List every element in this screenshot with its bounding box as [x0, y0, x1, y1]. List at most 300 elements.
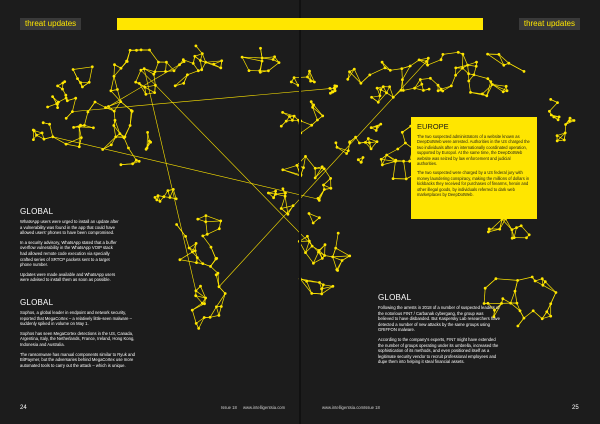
paragraph: The ransomware has manual components similar to Ryuk and BitPaymer, but the adversaries behind MegaCortex use more automated tools to carry out the attack – which is unique.: [20, 351, 135, 368]
network-node: [72, 126, 75, 129]
network-node: [197, 69, 200, 72]
network-node: [321, 115, 324, 118]
network-link: [324, 169, 330, 179]
network-link: [404, 161, 407, 179]
network-node: [573, 119, 576, 122]
network-link: [333, 256, 350, 257]
network-node: [174, 84, 177, 87]
network-node: [362, 156, 365, 159]
network-node: [272, 58, 275, 61]
network-node: [302, 166, 305, 169]
network-node: [184, 235, 187, 238]
network-link: [66, 144, 79, 147]
network-node: [394, 160, 397, 163]
network-node: [195, 45, 198, 48]
network-node: [224, 292, 227, 295]
network-node: [400, 67, 403, 70]
network-link: [306, 156, 316, 168]
network-link: [114, 76, 117, 89]
network-node: [354, 136, 357, 139]
network-link: [551, 293, 556, 304]
network-link: [283, 165, 297, 169]
network-node: [138, 82, 141, 85]
network-node: [148, 49, 151, 52]
network-node: [140, 49, 143, 52]
network-node: [209, 265, 212, 268]
network-node: [381, 164, 384, 167]
network-link: [451, 75, 455, 86]
network-node: [376, 125, 379, 128]
network-node: [368, 141, 371, 144]
network-node: [310, 292, 313, 295]
network-node: [290, 81, 293, 84]
footer-left-site: www.intelligentsia.com: [243, 405, 286, 410]
network-node: [310, 100, 313, 103]
network-node: [346, 78, 349, 81]
network-link: [524, 311, 533, 318]
network-node: [532, 309, 535, 312]
network-node: [513, 236, 516, 239]
network-node: [274, 193, 277, 196]
network-node: [267, 69, 270, 72]
network-node: [72, 68, 75, 71]
network-node: [334, 247, 337, 250]
network-node: [523, 317, 526, 320]
network-node: [428, 88, 431, 91]
network-node: [87, 111, 90, 114]
network-node: [267, 192, 270, 195]
network-node: [568, 120, 571, 123]
network-node: [318, 281, 321, 284]
paragraph: Sophos, a global leader in endpoint and network security, reported that MegaCortex – a relatively little-seen malware – suddenly spiked in volume on May 1.: [20, 310, 132, 327]
network-link: [301, 125, 312, 133]
network-node: [288, 115, 291, 118]
network-node: [321, 165, 324, 168]
network-node: [287, 213, 290, 216]
network-node: [120, 67, 123, 70]
network-link: [115, 120, 120, 133]
network-node: [113, 63, 116, 66]
network-link: [144, 69, 196, 291]
network-link: [88, 102, 95, 112]
network-link: [192, 310, 196, 323]
network-node: [429, 77, 432, 80]
network-node: [194, 294, 197, 297]
network-node: [215, 257, 218, 260]
network-node: [525, 236, 528, 239]
network-node: [146, 147, 149, 150]
network-node: [320, 288, 323, 291]
network-node: [425, 60, 428, 63]
network-node: [502, 90, 505, 93]
paragraph: Sophos has seen MegaCortex detections in the US, Canada, Argentina, Italy, the Netherlands, France, Ireland, Hong Kong, Indonesia and Australia.: [20, 330, 135, 347]
network-node: [541, 317, 544, 320]
network-node: [396, 148, 399, 151]
network-link: [206, 221, 221, 222]
network-node: [219, 67, 222, 70]
network-node: [129, 124, 132, 127]
network-node: [519, 309, 522, 312]
network-node: [143, 67, 146, 70]
network-node: [206, 233, 209, 236]
network-node: [110, 89, 113, 92]
network-node: [204, 220, 207, 223]
network-node: [201, 302, 204, 305]
network-node: [348, 255, 351, 258]
paragraph: WhatsApp users were urged to install an update after a vulnerability was found in the app that could have allowed users' phones to have been compromised.: [20, 219, 119, 236]
network-link: [319, 190, 325, 200]
network-node: [296, 164, 299, 167]
network-node: [528, 233, 531, 236]
network-node: [541, 277, 544, 280]
network-node: [138, 160, 141, 163]
network-link: [533, 311, 542, 319]
network-link: [95, 102, 106, 108]
network-link: [333, 257, 337, 270]
network-link: [103, 137, 116, 150]
network-node: [218, 285, 221, 288]
network-node: [154, 70, 157, 73]
network-node: [312, 222, 315, 225]
network-node: [481, 93, 484, 96]
network-node: [292, 204, 295, 207]
network-node: [550, 114, 553, 117]
network-link: [127, 50, 131, 61]
network-node: [569, 117, 572, 120]
network-node: [402, 160, 405, 163]
network-node: [120, 163, 123, 166]
network-node: [321, 257, 324, 260]
page-gutter: [299, 0, 301, 424]
network-node: [353, 68, 356, 71]
header-right-label: threat updates: [519, 18, 580, 30]
network-node: [114, 119, 117, 122]
network-link: [403, 88, 414, 90]
network-link: [128, 148, 136, 160]
network-node: [454, 74, 457, 77]
network-link: [211, 247, 216, 259]
network-link: [48, 104, 57, 107]
network-link: [471, 92, 487, 95]
network-node: [195, 261, 198, 264]
network-node: [534, 280, 537, 283]
network-node: [183, 60, 186, 63]
network-node: [92, 126, 95, 129]
network-node: [329, 177, 332, 180]
network-node: [200, 68, 203, 71]
network-node: [148, 140, 151, 143]
network-link: [72, 98, 75, 111]
network-node: [78, 145, 81, 148]
network-link: [242, 57, 249, 71]
network-node: [475, 65, 478, 68]
global-whatsapp-section: [20, 207, 120, 287]
network-node: [195, 242, 198, 245]
network-node: [125, 60, 128, 63]
network-link: [390, 69, 402, 71]
network-node: [348, 70, 351, 73]
network-link: [419, 58, 428, 60]
network-node: [323, 188, 326, 191]
network-link: [509, 63, 524, 71]
network-node: [516, 279, 519, 282]
network-node: [376, 87, 379, 90]
network-node: [495, 277, 498, 280]
network-node: [368, 74, 371, 77]
section-heading: GLOBAL: [378, 293, 412, 302]
network-link: [354, 69, 361, 83]
network-node: [441, 90, 444, 93]
network-node: [462, 53, 465, 56]
paragraph: Updates were made available and WhatsApp users were advised to install them as soon as possible.: [20, 271, 116, 283]
network-node: [418, 59, 421, 62]
network-node: [79, 81, 82, 84]
network-node: [51, 95, 54, 98]
network-node: [201, 52, 204, 55]
network-node: [308, 70, 311, 73]
network-node: [74, 97, 77, 100]
global-megacortex-section: [20, 298, 140, 372]
network-node: [370, 96, 373, 99]
network-node: [159, 200, 162, 203]
network-link: [398, 143, 406, 149]
network-node: [467, 80, 470, 83]
network-node: [450, 85, 453, 88]
network-node: [308, 240, 311, 243]
paragraph: Following the arrests in 2018 of a number of suspected leaders of the notorious FIN7 / Carbanak cybergang, the group was believed to have disbanded. But Kaspersky Lab researchers have detected a number of new attacks by the same groups using GRIFFON malware.: [378, 305, 500, 333]
network-node: [314, 167, 317, 170]
network-link: [338, 261, 343, 271]
network-node: [485, 94, 488, 97]
network-link: [511, 291, 515, 303]
network-node: [152, 73, 155, 76]
network-node: [313, 81, 316, 84]
network-node: [304, 155, 307, 158]
network-link: [73, 67, 92, 70]
network-link: [166, 62, 174, 70]
network-link: [361, 75, 370, 83]
network-node: [188, 247, 191, 250]
network-node: [215, 273, 218, 276]
network-node: [104, 106, 107, 109]
network-node: [167, 189, 170, 192]
network-link: [180, 260, 197, 263]
network-link: [474, 75, 488, 79]
network-node: [514, 290, 517, 293]
network-link: [84, 112, 88, 125]
network-link: [262, 58, 273, 60]
network-link: [203, 236, 211, 247]
network-link: [499, 54, 509, 63]
network-node: [370, 147, 373, 150]
network-node: [131, 110, 134, 113]
network-node: [311, 245, 314, 248]
network-node: [203, 316, 206, 319]
network-node: [498, 53, 501, 56]
section-heading: GLOBAL: [20, 298, 54, 307]
network-link: [53, 137, 66, 144]
network-node: [113, 110, 116, 113]
network-link: [469, 81, 471, 92]
network-link: [268, 63, 279, 71]
network-node: [556, 101, 559, 104]
network-link: [463, 54, 468, 65]
network-node: [542, 284, 545, 287]
network-node: [322, 184, 325, 187]
network-node: [66, 99, 69, 102]
europe-callout: [411, 117, 537, 219]
network-link: [549, 103, 557, 112]
network-link: [50, 124, 53, 137]
network-node: [467, 72, 470, 75]
network-node: [380, 158, 383, 161]
network-node: [195, 289, 198, 292]
network-node: [78, 125, 81, 128]
footer-right-site: www.intelligentsia.com: [322, 405, 365, 410]
network-link: [206, 222, 208, 235]
network-node: [165, 61, 168, 64]
network-link: [306, 253, 314, 264]
network-node: [32, 129, 35, 132]
network-node: [56, 106, 59, 109]
network-node: [143, 86, 146, 89]
network-link: [186, 236, 190, 248]
paragraph: The two suspected were charged by a US federal jury with money laundering conspiracy, making the millions of dollars in kickbacks they received for purchases of firearms, heroin and other illegal goods, by individuals referred to dark web marketplaces by DeepDotWeb.: [417, 170, 530, 198]
network-link: [219, 61, 427, 286]
network-link: [136, 70, 141, 82]
network-node: [193, 55, 196, 58]
network-link: [521, 226, 529, 235]
network-node: [215, 305, 218, 308]
network-node: [379, 94, 382, 97]
network-link: [324, 178, 331, 185]
network-link: [456, 68, 463, 75]
network-node: [46, 106, 49, 109]
network-node: [175, 223, 178, 226]
section-heading: GLOBAL: [20, 207, 54, 216]
network-node: [333, 87, 336, 90]
network-node: [367, 137, 370, 140]
network-link: [261, 48, 263, 58]
network-node: [88, 81, 91, 84]
network-node: [422, 89, 425, 92]
network-link: [514, 228, 516, 238]
network-node: [91, 65, 94, 68]
network-link: [53, 137, 319, 199]
network-node: [331, 256, 334, 259]
network-node: [304, 251, 307, 254]
network-node: [212, 63, 215, 66]
network-node: [469, 91, 472, 94]
network-node: [322, 283, 325, 286]
network-node: [501, 297, 504, 300]
network-node: [336, 146, 339, 149]
network-link: [155, 62, 158, 72]
network-link: [323, 285, 333, 287]
network-node: [196, 256, 199, 259]
network-node: [145, 93, 148, 96]
network-node: [48, 123, 51, 126]
network-node: [442, 53, 445, 56]
network-node: [310, 124, 313, 127]
network-node: [498, 228, 501, 231]
network-link: [180, 252, 193, 260]
network-link: [301, 121, 312, 125]
network-link: [518, 277, 533, 280]
network-node: [505, 85, 508, 88]
paragraph: According to the company's experts, FIN7 might have extended the number of groups operating under its umbrella, increased the sophistication of its methods, and even positioned itself as a legitimate security vendor to recruit professional employees and dupe them into helping it steal financial assets.: [378, 336, 499, 365]
network-node: [308, 212, 311, 215]
network-node: [337, 232, 340, 235]
network-node: [140, 69, 143, 72]
network-node: [179, 258, 182, 261]
network-node: [175, 197, 178, 200]
network-node: [437, 84, 440, 87]
network-node: [484, 287, 487, 290]
network-node: [157, 61, 160, 64]
network-node: [192, 62, 195, 65]
network-node: [259, 71, 262, 74]
network-node: [357, 158, 360, 161]
network-node: [135, 159, 138, 162]
network-node: [64, 94, 67, 97]
network-link: [89, 67, 92, 83]
network-node: [341, 259, 344, 262]
network-link: [206, 216, 221, 221]
network-link: [515, 280, 518, 291]
network-node: [157, 194, 160, 197]
network-node: [261, 57, 264, 60]
network-node: [291, 119, 294, 122]
network-link: [114, 65, 115, 77]
network-node: [329, 87, 332, 90]
network-node: [318, 249, 321, 252]
network-node: [400, 89, 403, 92]
network-node: [314, 177, 317, 180]
network-node: [219, 220, 222, 223]
network-node: [80, 136, 83, 139]
network-node: [381, 61, 384, 64]
network-node: [466, 64, 469, 67]
network-link: [333, 257, 342, 261]
network-node: [557, 118, 560, 121]
network-node: [523, 70, 526, 73]
network-node: [210, 246, 213, 249]
network-node: [76, 77, 79, 80]
network-link: [393, 161, 395, 178]
network-link: [221, 294, 225, 307]
network-node: [401, 131, 404, 134]
network-node: [61, 88, 64, 91]
network-node: [201, 235, 204, 238]
network-node: [379, 88, 382, 91]
network-node: [392, 96, 395, 99]
network-node: [129, 49, 132, 52]
network-node: [317, 198, 320, 201]
network-node: [427, 57, 430, 60]
network-node: [420, 83, 423, 86]
network-node: [511, 228, 514, 231]
network-node: [41, 132, 44, 135]
network-link: [468, 62, 477, 65]
network-link: [337, 147, 347, 153]
network-node: [473, 73, 476, 76]
global-fin7-section: [378, 293, 500, 369]
network-node: [83, 124, 86, 127]
network-node: [155, 199, 158, 202]
network-link: [420, 78, 430, 79]
network-node: [124, 136, 127, 139]
